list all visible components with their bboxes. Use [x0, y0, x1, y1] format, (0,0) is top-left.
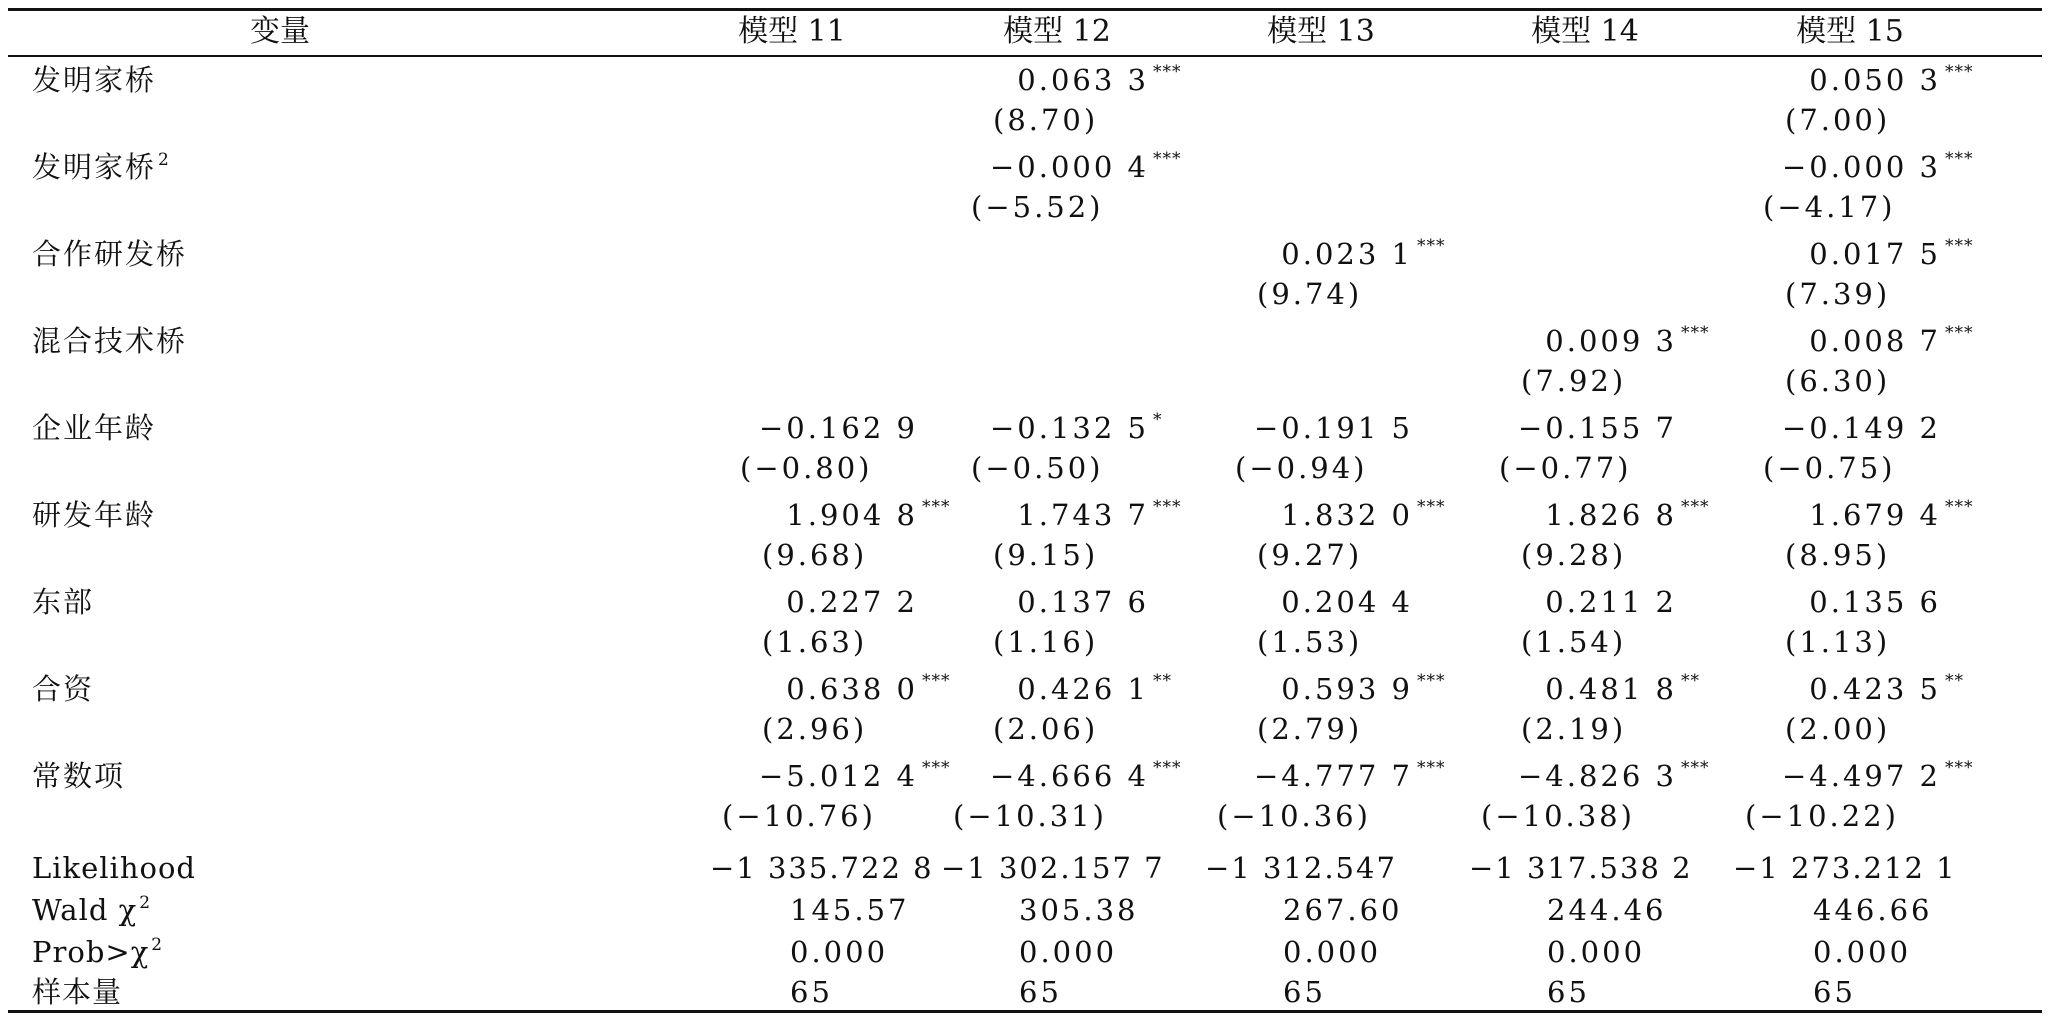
stat-label-superscript: 2: [139, 893, 152, 913]
coefficient-value: 0.063 3: [1017, 63, 1149, 97]
row-label-text: 合资: [32, 672, 95, 706]
coefficient-value: 0.481 8: [1545, 672, 1677, 706]
row-label: [32, 321, 187, 361]
table-top-rule: [8, 8, 2042, 11]
coefficient-cell: [1017, 582, 1149, 622]
stat-value: 65: [1547, 975, 1590, 1009]
coefficient-cell: [1809, 669, 1964, 709]
row-label-text: 研发年龄: [32, 498, 157, 532]
row-label-text: 东部: [32, 585, 95, 619]
significance-stars: ***: [1153, 758, 1182, 778]
t-statistic-cell: (6.30): [1785, 364, 1891, 398]
significance-stars: ***: [1945, 236, 1974, 256]
coefficient-value: −0.000 3: [1782, 150, 1941, 184]
t-statistic-cell: (−5.52): [971, 190, 1104, 224]
significance-stars: **: [1681, 671, 1700, 691]
coefficient-value: 1.679 4: [1809, 498, 1941, 532]
significance-stars: ***: [1681, 323, 1710, 343]
coefficient-cell: [1782, 756, 1974, 796]
row-label: [32, 408, 156, 448]
row-label-text: 企业年龄: [32, 411, 157, 445]
t-statistic-cell: (1.16): [993, 625, 1099, 659]
t-statistic-cell: (1.54): [1521, 625, 1627, 659]
row-label: [32, 756, 125, 796]
row-label-superscript: 2: [158, 150, 171, 170]
coefficient-value: 0.008 7: [1809, 324, 1941, 358]
stat-value: −1 312.547: [1205, 851, 1397, 885]
t-statistic-cell: (−10.36): [1217, 799, 1371, 833]
significance-stars: ***: [1681, 758, 1710, 778]
significance-stars: ***: [1417, 758, 1446, 778]
coefficient-value: 0.009 3: [1545, 324, 1677, 358]
coefficient-cell: [990, 408, 1163, 448]
coefficient-cell: [1518, 408, 1677, 448]
coefficient-value: −0.149 2: [1782, 411, 1941, 445]
coefficient-value: 0.638 0: [786, 672, 918, 706]
coefficient-cell: [1782, 408, 1941, 448]
coefficient-value: 0.423 5: [1809, 672, 1941, 706]
t-statistic-cell: (9.68): [762, 538, 868, 572]
significance-stars: ***: [1945, 62, 1974, 82]
coefficient-value: −4.497 2: [1782, 759, 1941, 793]
coefficient-cell: [786, 669, 950, 709]
header-model-4: 模型 14: [1531, 14, 1639, 49]
t-statistic-cell: (7.92): [1521, 364, 1627, 398]
coefficient-value: 0.135 6: [1809, 585, 1941, 619]
significance-stars: ***: [1417, 671, 1446, 691]
row-label: [32, 147, 171, 187]
coefficient-cell: [786, 495, 950, 535]
t-statistic-cell: (−0.94): [1235, 451, 1368, 485]
row-label-text: 混合技术桥: [32, 324, 188, 358]
t-statistic-cell: (−0.75): [1763, 451, 1896, 485]
coefficient-cell: [1809, 234, 1973, 274]
row-label-text: 发明家桥: [32, 150, 157, 184]
row-label-text: 合作研发桥: [32, 237, 188, 271]
stat-value: 65: [1283, 975, 1326, 1009]
significance-stars: ***: [1945, 323, 1974, 343]
coefficient-cell: [1017, 60, 1181, 100]
stat-value: −1 302.157 7: [941, 851, 1165, 885]
coefficient-value: 0.017 5: [1809, 237, 1941, 271]
coefficient-cell: [1809, 495, 1973, 535]
coefficient-cell: [1254, 408, 1413, 448]
stat-label-superscript: 2: [151, 935, 164, 955]
t-statistic-cell: (2.19): [1521, 712, 1627, 746]
t-statistic-cell: (1.53): [1257, 625, 1363, 659]
coefficient-cell: [1545, 321, 1709, 361]
coefficient-value: 1.832 0: [1281, 498, 1413, 532]
coefficient-value: 0.227 2: [786, 585, 918, 619]
row-label-text: 发明家桥: [32, 63, 157, 97]
significance-stars: ***: [1945, 497, 1974, 517]
t-statistic-cell: (2.00): [1785, 712, 1891, 746]
stat-value: 65: [1019, 975, 1062, 1009]
coefficient-value: 0.023 1: [1281, 237, 1413, 271]
coefficient-value: 1.826 8: [1545, 498, 1677, 532]
t-statistic-cell: (−10.76): [722, 799, 876, 833]
coefficient-value: 1.743 7: [1017, 498, 1149, 532]
row-label: [32, 669, 94, 709]
coefficient-value: −0.155 7: [1518, 411, 1677, 445]
stat-value: −1 335.722 8: [710, 851, 934, 885]
significance-stars: **: [1945, 671, 1964, 691]
stat-label: [32, 848, 196, 888]
coefficient-value: 0.050 3: [1809, 63, 1941, 97]
coefficient-cell: [1809, 60, 1973, 100]
header-model-2: 模型 12: [1003, 14, 1111, 49]
t-statistic-cell: (−0.50): [971, 451, 1104, 485]
row-label-text: 常数项: [32, 759, 126, 793]
stat-label: [32, 932, 163, 972]
t-statistic-cell: (9.28): [1521, 538, 1627, 572]
row-label: [32, 495, 156, 535]
significance-stars: ***: [1153, 149, 1182, 169]
t-statistic-cell: (1.13): [1785, 625, 1891, 659]
coefficient-value: 1.904 8: [786, 498, 918, 532]
significance-stars: ***: [1945, 758, 1974, 778]
stat-value: 244.46: [1547, 893, 1667, 927]
row-label: [32, 60, 156, 100]
coefficient-cell: [1782, 147, 1974, 187]
t-statistic-cell: (−10.38): [1481, 799, 1635, 833]
coefficient-cell: [1545, 669, 1700, 709]
coefficient-cell: [1809, 321, 1973, 361]
coefficient-cell: [1281, 669, 1445, 709]
significance-stars: ***: [922, 758, 951, 778]
coefficient-cell: [1281, 234, 1445, 274]
coefficient-cell: [759, 756, 951, 796]
stat-value: 0.000: [1019, 935, 1118, 969]
coefficient-value: −4.666 4: [990, 759, 1149, 793]
coefficient-cell: [1281, 582, 1413, 622]
stat-label: [32, 972, 122, 1012]
coefficient-value: −0.162 9: [759, 411, 918, 445]
row-label: [32, 582, 94, 622]
stat-value: 145.57: [790, 893, 910, 927]
t-statistic-cell: (9.74): [1257, 277, 1363, 311]
t-statistic-cell: (−0.80): [740, 451, 873, 485]
coefficient-value: −0.000 4: [990, 150, 1149, 184]
header-variable: 变量: [250, 14, 310, 49]
coefficient-cell: [759, 408, 918, 448]
coefficient-value: 0.426 1: [1017, 672, 1149, 706]
stat-value: 0.000: [1283, 935, 1382, 969]
t-statistic-cell: (−10.22): [1745, 799, 1899, 833]
t-statistic-cell: (9.15): [993, 538, 1099, 572]
t-statistic-cell: (8.95): [1785, 538, 1891, 572]
coefficient-value: 0.211 2: [1545, 585, 1677, 619]
stat-value: 0.000: [1547, 935, 1646, 969]
stat-label-text: 样本量: [32, 975, 123, 1009]
coefficient-cell: [990, 756, 1182, 796]
coefficient-cell: [1545, 582, 1677, 622]
stat-value: 65: [790, 975, 833, 1009]
stat-value: 446.66: [1813, 893, 1933, 927]
header-model-1: 模型 11: [738, 14, 846, 49]
stat-value: 305.38: [1019, 893, 1139, 927]
significance-stars: ***: [1153, 62, 1182, 82]
stat-label: [32, 890, 151, 930]
significance-stars: **: [1153, 671, 1172, 691]
coefficient-value: −4.777 7: [1254, 759, 1413, 793]
stat-value: −1 273.212 1: [1733, 851, 1957, 885]
coefficient-cell: [1518, 756, 1710, 796]
row-label: [32, 234, 187, 274]
t-statistic-cell: (−4.17): [1763, 190, 1896, 224]
significance-stars: ***: [1417, 497, 1446, 517]
stat-value: 0.000: [1813, 935, 1912, 969]
t-statistic-cell: (2.06): [993, 712, 1099, 746]
stat-value: 65: [1813, 975, 1856, 1009]
stat-label-text: Prob>χ: [32, 935, 150, 969]
coefficient-value: −0.191 5: [1254, 411, 1413, 445]
header-model-3: 模型 13: [1267, 14, 1375, 49]
coefficient-cell: [1545, 495, 1709, 535]
significance-stars: ***: [922, 497, 951, 517]
table-header-rule: [8, 55, 2042, 57]
t-statistic-cell: (2.96): [762, 712, 868, 746]
t-statistic-cell: (1.63): [762, 625, 868, 659]
coefficient-value: −4.826 3: [1518, 759, 1677, 793]
t-statistic-cell: (2.79): [1257, 712, 1363, 746]
t-statistic-cell: (−0.77): [1499, 451, 1632, 485]
coefficient-value: 0.593 9: [1281, 672, 1413, 706]
header-model-5: 模型 15: [1796, 14, 1904, 49]
significance-stars: ***: [1153, 497, 1182, 517]
coefficient-cell: [1281, 495, 1445, 535]
stat-value: 0.000: [790, 935, 889, 969]
stat-value: −1 317.538 2: [1469, 851, 1693, 885]
coefficient-value: 0.137 6: [1017, 585, 1149, 619]
t-statistic-cell: (7.39): [1785, 277, 1891, 311]
significance-stars: ***: [922, 671, 951, 691]
coefficient-cell: [1017, 669, 1172, 709]
coefficient-value: −0.132 5: [990, 411, 1149, 445]
significance-stars: ***: [1417, 236, 1446, 256]
stat-label-text: Likelihood: [32, 851, 196, 885]
t-statistic-cell: (7.00): [1785, 103, 1891, 137]
t-statistic-cell: (8.70): [993, 103, 1099, 137]
coefficient-value: 0.204 4: [1281, 585, 1413, 619]
t-statistic-cell: (−10.31): [953, 799, 1107, 833]
significance-stars: *: [1153, 410, 1163, 430]
coefficient-value: −5.012 4: [759, 759, 918, 793]
significance-stars: ***: [1681, 497, 1710, 517]
coefficient-cell: [1017, 495, 1181, 535]
stat-value: 267.60: [1283, 893, 1403, 927]
t-statistic-cell: (9.27): [1257, 538, 1363, 572]
stat-label-text: Wald χ: [32, 893, 138, 927]
coefficient-cell: [786, 582, 918, 622]
significance-stars: ***: [1945, 149, 1974, 169]
coefficient-cell: [1254, 756, 1446, 796]
coefficient-cell: [990, 147, 1182, 187]
coefficient-cell: [1809, 582, 1941, 622]
